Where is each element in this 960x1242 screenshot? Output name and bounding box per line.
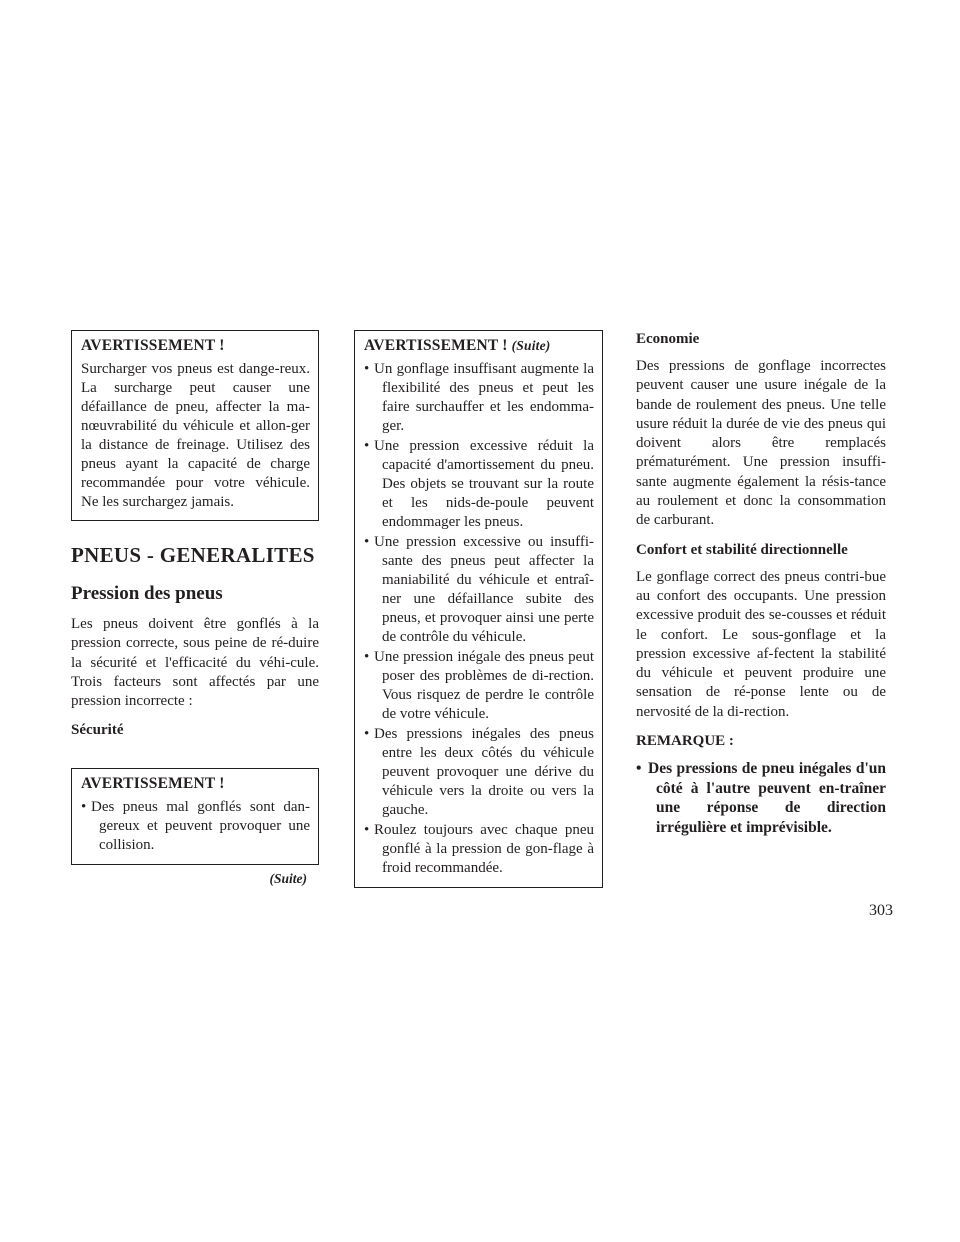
bullet-icon: • [81, 799, 87, 816]
column-left [71, 330, 319, 887]
warning-list-item: • Une pression excessive ou insuffi-sante des pneus peut affecter la maniabilité du véhicule et entraî-ner une défaillance subite des pneus, et provoquer ainsi une perte de contrôle du véhicule. [364, 534, 594, 645]
bullet-icon: • [364, 726, 370, 742]
column-middle [354, 330, 603, 888]
warning-list-item: • Une pression inégale des pneus peut poser des problèmes de di-rection. Vous risquez de perdre le contrôle de votre véhicule. [364, 649, 594, 722]
warning-box-overload [71, 330, 319, 521]
intro-paragraph: Les pneus doivent être gonflés à la pression correcte, sous peine de ré-duire la sécurité et l'efficacité du véhi-cule. Trois facteurs sont affectés par une pression incorrecte : [71, 616, 319, 710]
warning-list-item: • Des pressions inégales des pneus entre les deux côtés du véhicule peuvent provoquer une dérive du véhicule vers la droite ou vers la gauche. [364, 726, 594, 818]
warning-list-item: • Une pression excessive réduit la capacité d'amortissement du pneu. Des objets se trouvant sur la route et les nids-de-poule peuvent endommager les pneus. [364, 438, 594, 530]
warning-list [81, 798, 310, 855]
warning-list [364, 360, 594, 878]
warning-title: AVERTISSEMENT ! [81, 337, 225, 354]
bullet-icon: • [364, 438, 370, 454]
bullet-icon: • [636, 760, 642, 778]
column-right [636, 330, 886, 837]
warning-title: AVERTISSEMENT ! [81, 775, 225, 793]
economie-paragraph: Des pressions de gonflage incorrectes peuvent causer une usure inégale de la bande de roulement des pneus. Une telle usure réduit la durée de vie des pneus qui doivent alors être remplacés prématurément. Une pression insuffi-sante augmente également la résis-tance au roulement et donc la consommation de carburant. [636, 358, 886, 529]
warning-title: AVERTISSEMENT ! (Suite) [364, 337, 551, 354]
warning-text: Surcharger vos pneus est dange-reux. La surcharge peut causer une défaillance de pneu, affecter la ma-nœuvrabilité du véhicule et allon-ger la distance de freinage. Utilisez des pneus ayant la capacité de charge recommandée pour votre véhicule. Ne les surchargez jamais. [81, 361, 310, 510]
securite-heading: Sécurité [71, 722, 124, 739]
warning-list-item: • Roulez toujours avec chaque pneu gonflé à la pression de gon-flage à froid recommandée. [364, 822, 594, 876]
subsection-title: Pression des pneus [71, 583, 223, 604]
page-number: 303 [869, 902, 893, 919]
bullet-icon: • [364, 534, 370, 550]
remarque-list-item: • Des pressions de pneu inégales d'un côté à l'autre peuvent en-traîner une réponse de direction irrégulière et imprévisible. [636, 760, 886, 836]
confort-paragraph: Le gonflage correct des pneus contri-bue au confort des occupants. Une pression excessive produit des se-cousses et réduit le confort. Le sous-gonflage et la pression excessive af-fectent la stabilité du véhicule et peuvent produire une sensation de ré-ponse lente ou de nervosité de la di-rection. [636, 568, 886, 720]
economie-heading: Economie [636, 331, 700, 347]
section-title: PNEUS - GENERALITES [71, 543, 315, 567]
remarque-list [636, 759, 886, 837]
warning-list-item: • Des pneus mal gonflés sont dan-gereux et peuvent provoquer une collision. [81, 799, 310, 854]
warning-box-underinflation [71, 768, 319, 865]
confort-heading: Confort et stabilité directionnelle [636, 541, 848, 558]
warning-box-continued [354, 330, 603, 888]
continued-label: (Suite) [511, 338, 551, 353]
warning-list-item: • Un gonflage insuffisant augmente la flexibilité des pneus et peut les faire surchauffer et les endomma-ger. [364, 361, 594, 434]
bullet-icon: • [364, 822, 370, 838]
continued-label: (Suite) [269, 871, 307, 887]
bullet-icon: • [364, 649, 370, 665]
bullet-icon: • [364, 361, 370, 377]
remarque-heading: REMARQUE : [636, 733, 734, 750]
